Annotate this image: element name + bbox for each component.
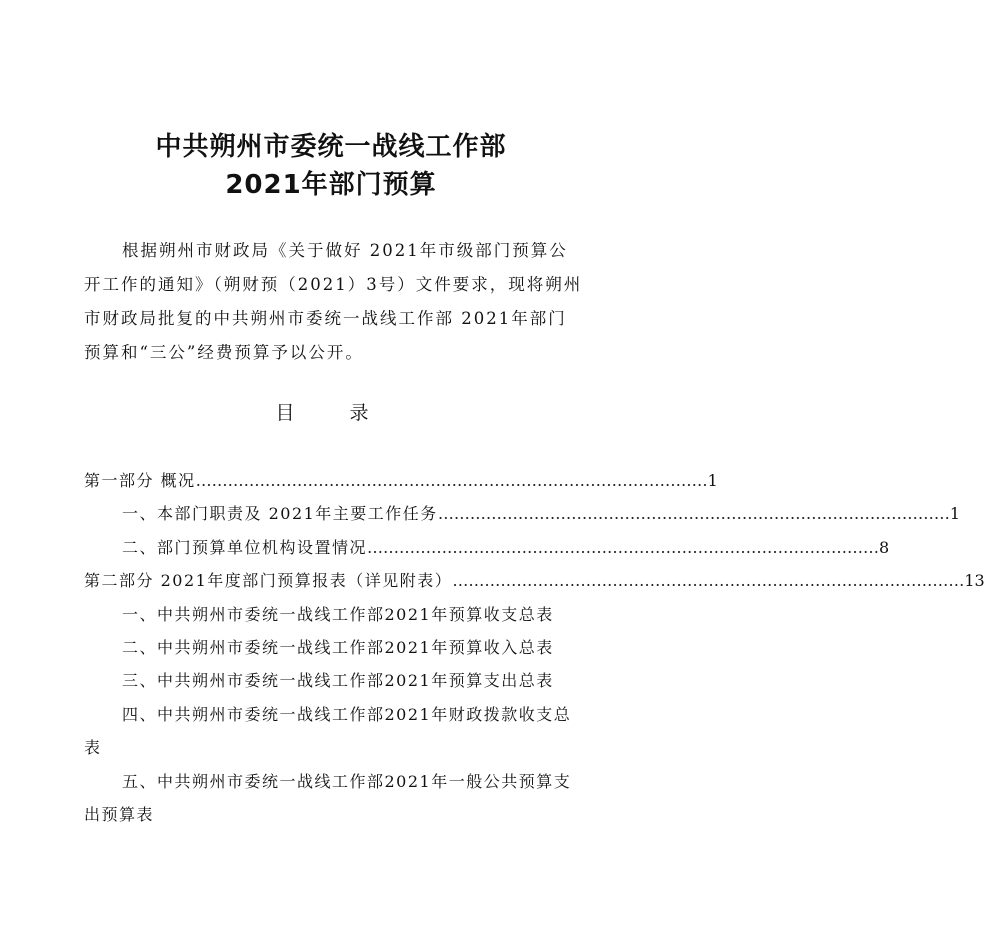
toc-entry-page: 8	[879, 537, 890, 557]
toc-item-5: 五、中共朔州市委统一战线工作部2021年一般公共预算支出预算表	[84, 771, 572, 825]
toc-entry-page: 13	[964, 571, 985, 591]
toc-entry-label: 二、部门预算单位机构设置情况	[122, 537, 368, 557]
toc-entry-part-2	[84, 564, 985, 597]
intro-paragraph: 根据朔州市财政局《关于做好 2021年市级部门预算公开工作的通知》（朔财预（2021）3号）文件要求，现将朔州市财政局批复的中共朔州市委统一战线工作部 2021年部门预算和“三公”经费预算予以公开。	[84, 241, 583, 362]
title-line-1: 中共朔州市委统一战线工作部	[155, 132, 507, 162]
toc-item-2: 二、中共朔州市委统一战线工作部2021年预算收入总表	[122, 638, 554, 658]
table-of-contents	[84, 464, 985, 831]
toc-leader-dots: ……………………………………………………………………………………	[367, 537, 880, 557]
toc-entry-label: 一、本部门职责及 2021年主要工作任务	[122, 504, 438, 524]
toc-leader-dots: ……………………………………………………………………………………	[437, 504, 950, 524]
toc-entry-part-1	[84, 464, 718, 497]
toc-heading: 目 录	[275, 402, 387, 424]
title-line-2: 2021年部门预算	[225, 170, 437, 200]
toc-item-4: 四、中共朔州市委统一战线工作部2021年财政拨款收支总表	[84, 704, 572, 758]
toc-leader-dots: ……………………………………………………………………………………	[195, 471, 708, 490]
toc-item-3: 三、中共朔州市委统一战线工作部2021年预算支出总表	[122, 671, 554, 691]
toc-item-1: 一、中共朔州市委统一战线工作部2021年预算收支总表	[122, 604, 554, 624]
toc-entry-page: 1	[707, 471, 718, 490]
toc-entry-page: 1	[949, 504, 960, 524]
toc-entry-label: 第二部分 2021年度部门预算报表（详见附表）	[84, 571, 453, 591]
document-title	[0, 128, 662, 204]
toc-entry-duties	[84, 497, 960, 530]
toc-leader-dots: ……………………………………………………………………………………	[452, 571, 965, 591]
toc-entry-organization	[84, 531, 890, 564]
toc-entry-label: 第一部分 概况	[84, 471, 196, 490]
